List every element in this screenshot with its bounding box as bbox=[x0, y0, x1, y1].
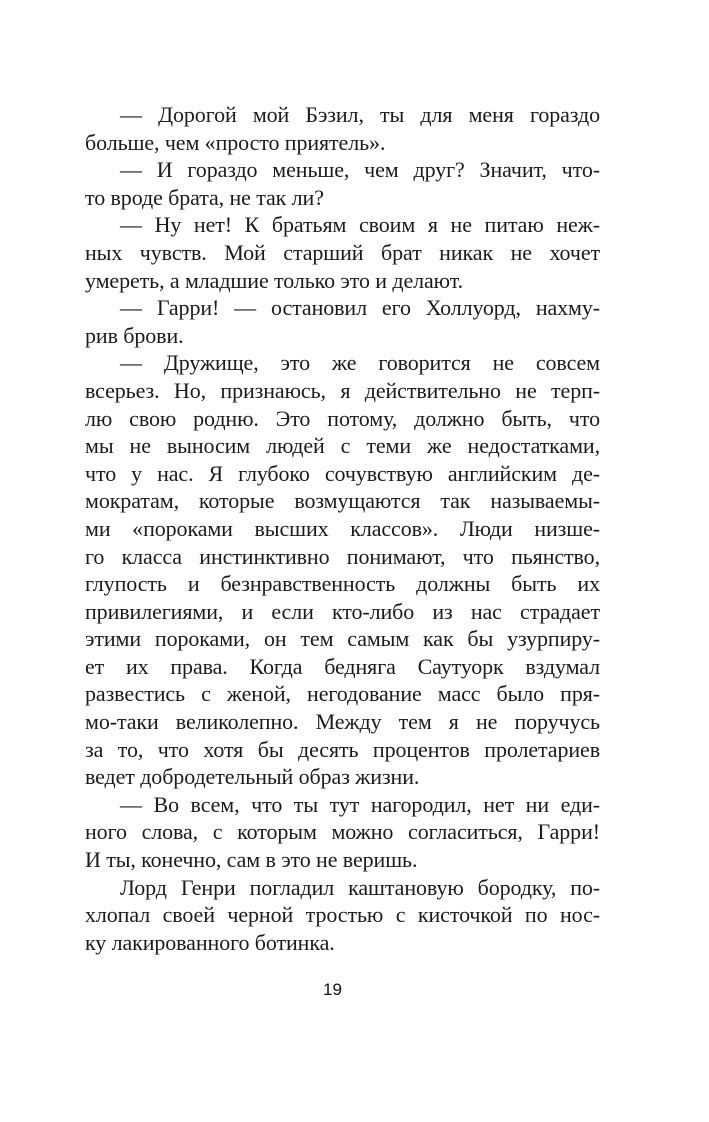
text-line: ми «пороками высших классов». Люди низше- bbox=[85, 515, 600, 541]
text-block bbox=[85, 101, 600, 956]
text-line: ку лакированного ботинка. bbox=[85, 929, 335, 955]
text-line: привилегиями, и если кто-либо из нас страдает bbox=[85, 598, 600, 624]
text-line: мократам, которые возмущаются так называемы- bbox=[85, 488, 600, 514]
text-line: этими пороками, он тем самым как бы узурпиру- bbox=[85, 626, 600, 652]
paragraph bbox=[85, 211, 600, 294]
text-line: лю свою родню. Это потому, должно быть, что bbox=[85, 405, 600, 431]
text-line: развестись с женой, негодование масс было пря- bbox=[85, 681, 600, 707]
text-line: — Дружище, это же говорится не совсем bbox=[120, 350, 600, 376]
text-line: ного слова, с которым можно согласиться, Гарри! bbox=[85, 819, 600, 845]
text-line: больше, чем «просто приятель». bbox=[85, 129, 386, 155]
text-line: — Во всем, что ты тут нагородил, нет ни еди- bbox=[120, 791, 600, 817]
text-line: умереть, а младшие только это и делают. bbox=[85, 267, 463, 293]
text-line: го класса инстинктивно понимают, что пьянство, bbox=[85, 543, 600, 569]
text-line: ведет добродетельный образ жизни. bbox=[85, 764, 420, 790]
text-line: Лорд Генри погладил каштановую бородку, по- bbox=[120, 874, 600, 900]
text-line: И ты, конечно, сам в это не веришь. bbox=[85, 847, 418, 873]
paragraph bbox=[85, 874, 600, 957]
text-line: ных чувств. Мой старший брат никак не хочет bbox=[85, 239, 600, 265]
text-line: что у нас. Я глубоко сочувствую английским де- bbox=[85, 460, 600, 486]
text-line: — Гарри! — остановил его Холлуорд, нахму- bbox=[120, 295, 600, 321]
text-line: то вроде брата, не так ли? bbox=[85, 184, 324, 210]
page-number: 19 bbox=[323, 980, 342, 999]
text-line: рив брови. bbox=[85, 322, 184, 348]
text-line: всерьез. Но, признаюсь, я действительно не терп- bbox=[85, 377, 600, 403]
text-line: ет их права. Когда бедняга Саутуорк вздумал bbox=[85, 653, 600, 679]
text-line: мо-таки великолепно. Между тем я не поручусь bbox=[85, 709, 600, 735]
paragraph bbox=[85, 349, 600, 791]
text-line: за то, что хотя бы десять процентов пролетариев bbox=[85, 736, 600, 762]
text-line: глупость и безнравственность должны быть их bbox=[85, 571, 600, 597]
text-line: мы не выносим людей с теми же недостатками, bbox=[85, 433, 600, 459]
text-line: — Ну нет! К братьям своим я не питаю неж- bbox=[120, 212, 600, 238]
paragraph bbox=[85, 791, 600, 874]
text-line: — И гораздо меньше, чем друг? Значит, что- bbox=[120, 157, 600, 183]
paragraph bbox=[85, 294, 600, 349]
paragraph bbox=[85, 156, 600, 211]
paragraph bbox=[85, 101, 600, 156]
text-line: хлопал своей черной тростью с кисточкой по нос- bbox=[85, 902, 600, 928]
text-line: — Дорогой мой Бэзил, ты для меня гораздо bbox=[120, 102, 600, 127]
